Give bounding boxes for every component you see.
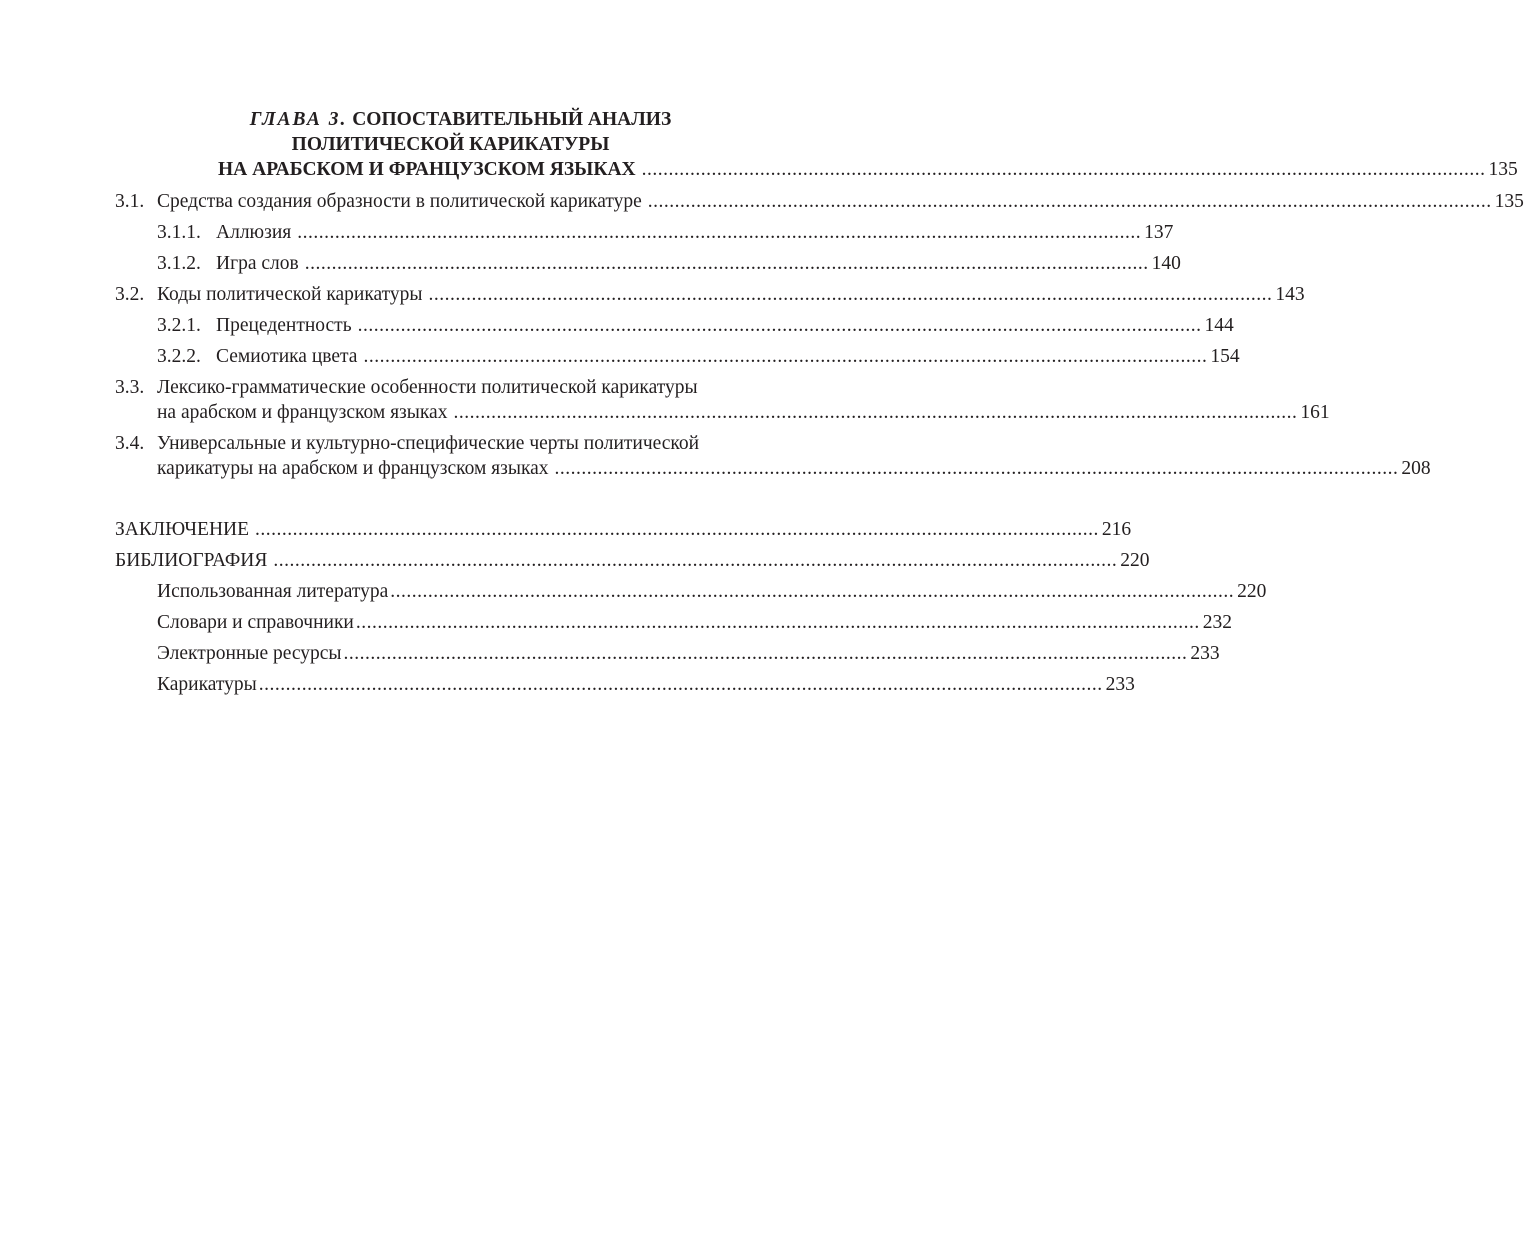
entry-title: ЗАКЛЮЧЕНИЕ [115,519,250,540]
entry-leader [157,579,1267,604]
entry-title: Электронные ресурсы [157,643,342,664]
chapter-title-line3: НА АРАБСКОМ И ФРАНЦУЗСКОМ ЯЗЫКАХ [218,159,636,180]
entry-page-number: 232 [1202,612,1232,633]
leader-dots: ............................................................................................................................................................. [647,191,1492,212]
entry-title: Карикатуры [157,674,257,695]
leader-dots: ............................................................................................................................................................. [343,643,1188,664]
chapter-label: ГЛАВА 3. [249,109,348,130]
chapter-title-line1: СОПОСТАВИТЕЛЬНЫЙ АНАЛИЗ [352,109,672,130]
leader-dots: ............................................................................................................................................................. [258,674,1103,695]
leader-dots: ............................................................................................................................................................. [255,519,1099,540]
entry-leader [157,610,1232,635]
entry-leader [157,672,1135,697]
entry-leader [157,400,1330,425]
leader-dots: ............................................................................................................................................................. [363,346,1208,367]
entry-title-line1: Лексико-грамматические особенности политической карикатуры [157,377,698,398]
entry-page-number: 216 [1101,519,1132,540]
entry-leader [216,313,1234,338]
leader-dots: ............................................................................................................................................................. [297,222,1142,243]
entry-number: 3.1.2. [157,253,201,274]
leader-dots: ............................................................................................................................................................. [357,315,1202,336]
entry-title: Игра слов [216,253,299,274]
entry-leader [157,189,1524,214]
entry-leader [216,344,1240,369]
chapter-heading-leader [218,157,1518,182]
leader-dots: ............................................................................................................................................................. [641,159,1486,180]
entry-number: 3.4. [115,433,145,454]
entry-page-number: 144 [1204,315,1234,336]
entry-leader [157,282,1305,307]
entry-page-number: 220 [1237,581,1267,602]
entry-title: Использованная литература [157,581,389,602]
entry-number: 3.2. [115,284,145,305]
leader-dots: ............................................................................................................................................................. [390,581,1235,602]
entry-leader [216,251,1181,276]
entry-number: 3.2.1. [157,315,201,336]
entry-title-line2: на арабском и французском языках [157,402,448,423]
entry-title: Аллюзия [216,222,292,243]
entry-title: Коды политической карикатуры [157,284,423,305]
entry-page-number: 154 [1210,346,1240,367]
leader-dots: ............................................................................................................................................................. [304,253,1149,274]
leader-dots: ............................................................................................................................................................. [273,550,1118,571]
leader-dots: ............................................................................................................................................................. [554,458,1399,479]
entry-title: Семиотика цвета [216,346,358,367]
entry-page-number: 220 [1120,550,1150,571]
entry-title: БИБЛИОГРАФИЯ [115,550,268,571]
entry-number: 3.2.2. [157,346,201,367]
entry-page-number: 233 [1190,643,1220,664]
chapter-heading [115,107,774,157]
entry-page-number: 137 [1144,222,1174,243]
entry-page-number: 135 [1494,191,1524,212]
entry-title: Средства создания образности в политической карикатуре [157,191,642,212]
entry-number: 3.3. [115,377,145,398]
entry-title-line2: карикатуры на арабском и французском языках [157,458,549,479]
chapter-title-line2: ПОЛИТИЧЕСКОЙ КАРИКАТУРЫ [291,134,610,155]
entry-page-number: 140 [1151,253,1181,274]
entry-title: Словари и справочники [157,612,354,633]
chapter-heading-line1 [115,107,774,132]
entry-title-line1: Универсальные и культурно-специфические черты политической [157,433,700,454]
entry-page-number: 143 [1275,284,1305,305]
entry-leader [115,517,1132,542]
entry-title: Прецедентность [216,315,352,336]
entry-page-number: 161 [1300,402,1330,423]
entry-leader [115,548,1150,573]
entry-page-number: 208 [1401,458,1431,479]
leader-dots: ............................................................................................................................................................. [453,402,1298,423]
entry-number: 3.1. [115,191,145,212]
leader-dots: ............................................................................................................................................................. [428,284,1273,305]
entry-leader [216,220,1174,245]
entry-number: 3.1.1. [157,222,201,243]
entry-page-number: 233 [1105,674,1135,695]
leader-dots: ............................................................................................................................................................. [355,612,1200,633]
entry-leader [157,456,1431,481]
entry-leader [157,641,1220,666]
chapter-page-number: 135 [1488,159,1518,180]
